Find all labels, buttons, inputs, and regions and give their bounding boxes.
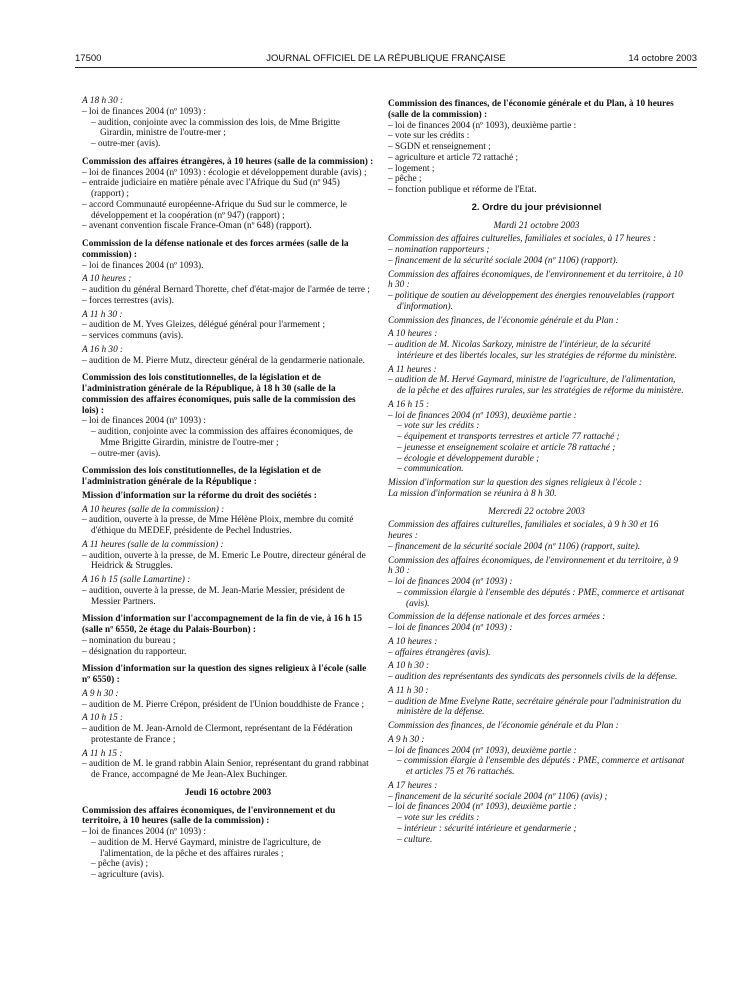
paragraph: A 18 h 30 :	[82, 96, 124, 106]
paragraph: – intérieur : sécurité intérieure et gendarmerie ;	[397, 823, 577, 834]
paragraph: Commission des finances, de l'économie générale et du Plan :	[388, 315, 619, 326]
paragraph: A 10 heures :	[388, 329, 438, 340]
paragraph: A 17 heures :	[388, 780, 438, 791]
paragraph: – loi de finances 2004 (nº 1093) :	[388, 623, 513, 633]
paragraph: – forces terrestres (avis).	[82, 295, 174, 306]
paragraph: – nomination rapporteurs ;	[388, 245, 490, 255]
left-column	[82, 96, 374, 881]
paragraph: – entraide judiciaire en matière pénale avec l'Afrique du Sud (nº 945) (rapport) ;	[82, 178, 340, 199]
paragraph: – loi de finances 2004 (nº 1093), deuxième partie :	[388, 410, 577, 421]
paragraph: Commission des affaires étrangères, à 10 heures (salle de la commission) :	[82, 156, 374, 167]
paragraph: Mission d'information sur la réforme du droit des sociétés :	[82, 490, 317, 501]
paragraph: A 16 h 30 :	[82, 344, 124, 355]
paragraph: Jeudi 16 octobre 2003	[184, 787, 272, 798]
paragraph: – écologie et développement durable ;	[397, 453, 540, 464]
paragraph: A 10 heures :	[82, 274, 132, 285]
paragraph: Mission d'information sur la question des signes religieux à l'école :	[388, 478, 643, 488]
paragraph: Commission des finances, de l'économie générale et du Plan :	[388, 721, 619, 731]
paragraph: A 11 heures (salle de la commission) :	[82, 539, 224, 550]
paragraph: Mission d'information sur la question des signes religieux à l'école (salle nº 6550) :	[82, 664, 367, 685]
paragraph: – audition de M. Hervé Gaymard, ministre de l'agriculture, de l'alimentation, de la pêche et des affaires rurales ;	[91, 837, 321, 859]
paragraph: – loi de finances 2004 (nº 1093) :	[82, 416, 206, 427]
paragraph: – audition de M. Nicolas Sarkozy, ministre de l'intérieur, de la sécurité intérieure et des libertés locales, sur les stratégies de réforme du ministère.	[388, 340, 677, 361]
paragraph: La mission d'information se réunira à 8 h 30.	[388, 488, 557, 499]
paragraph: Commission des lois constitutionnelles, de la législation et de l'administration générale de la République :	[82, 466, 321, 487]
paragraph: 2. Ordre du jour prévisionnel	[471, 201, 602, 213]
paragraph: – financement de la sécurité sociale 2004 (nº 1106) (rapport, suite).	[388, 541, 641, 552]
paragraph: A 10 heures :	[388, 636, 438, 647]
paragraph: A 11 heures :	[388, 364, 437, 375]
paragraph: – communication.	[397, 464, 464, 475]
paragraph: A 10 h 15 :	[82, 713, 124, 724]
paragraph: A 10 h 30 :	[388, 661, 430, 672]
paragraph: – pêche (avis) ;	[91, 859, 149, 870]
paragraph: – vote sur les crédits :	[388, 131, 470, 142]
paragraph: Commission des affaires culturelles, familiales et sociales, à 9 h 30 et 16 heures :	[388, 520, 659, 541]
paragraph: – affaires étrangères (avis).	[388, 647, 491, 658]
paragraph: – loi de finances 2004 (nº 1093), deuxième partie :	[388, 802, 577, 813]
paragraph: – vote sur les crédits :	[397, 813, 480, 823]
paragraph: A 11 h 30 :	[82, 309, 123, 320]
paragraph: Mardi 21 octobre 2003	[493, 220, 580, 231]
paragraph: Commission de la défense nationale et des forces armées :	[388, 612, 606, 623]
paragraph: – audition des représentants des syndicats des personnels civils de la défense.	[388, 672, 678, 682]
paragraph: – audition de Mme Evelyne Ratte, secrétaire générale pour l'administration du ministère de la défense.	[388, 696, 682, 718]
paragraph: – fonction publique et réforme de l'Etat.	[388, 185, 537, 195]
paragraph: – audition de M. Pierre Crépon, président de l'Union bouddhiste de France ;	[82, 699, 365, 710]
paragraph: – loi de finances 2004 (nº 1093) :	[82, 827, 206, 837]
paragraph: Commission de la défense nationale et des forces armées (salle de la commission) :	[82, 239, 349, 260]
paragraph: – loi de finances 2004 (nº 1093) :	[82, 106, 206, 117]
page-number: 17500	[75, 53, 102, 64]
paragraph: – équipement et transports terrestres et article 77 rattaché ;	[397, 432, 620, 442]
paragraph: A 16 h 15 (salle Lamartine) :	[82, 575, 191, 585]
paragraph: – politique de soutien au développement des énergies renouvelables (rapport d'information).	[388, 291, 675, 312]
journal-title: JOURNAL OFFICIEL DE LA RÉPUBLIQUE FRANÇAISE	[266, 53, 506, 64]
paragraph: A 10 heures (salle de la commission) :	[82, 504, 225, 515]
paragraph: – audition de M. Hervé Gaymard, ministre de l'agriculture, de l'alimentation, de la pêche et des affaires rurales, sur les stratégies de réforme du ministère.	[388, 375, 684, 396]
paragraph: – culture.	[397, 834, 433, 845]
paragraph: – audition, conjointe avec la commission des affaires économiques, de Mme Brigitte Girardin, ministre de l'outre-mer ;	[91, 427, 353, 448]
paragraph: A 11 h 15 :	[82, 748, 123, 759]
paragraph: A 9 h 30 :	[82, 688, 119, 699]
paragraph: A 16 h 15 :	[388, 399, 430, 410]
paragraph: – jeunesse et enseignement scolaire et article 78 rattaché ;	[397, 442, 616, 453]
paragraph: – loi de finances 2004 (nº 1093) :	[388, 577, 513, 587]
paragraph: – loi de finances 2004 (nº 1093) : écologie et développement durable (avis) ;	[82, 167, 367, 178]
paragraph: – avenant convention fiscale France-Oman (nº 648) (rapport).	[82, 221, 312, 232]
header-rule	[75, 67, 697, 68]
paragraph: Mercredi 22 octobre 2003	[488, 506, 585, 517]
paragraph: – loi de finances 2004 (nº 1093), deuxième partie :	[388, 745, 577, 756]
right-column	[388, 96, 685, 845]
issue-date: 14 octobre 2003	[628, 53, 697, 64]
paragraph: – outre-mer (avis).	[91, 448, 161, 459]
paragraph: – commission élargie à l'ensemble des députés : PME, commerce et artisanat et articles 75 et 76 rattachés.	[397, 756, 685, 777]
paragraph: Commission des finances, de l'économie générale et du Plan, à 10 heures (salle de la commission) :	[388, 99, 674, 120]
paragraph: – logement ;	[388, 163, 435, 174]
paragraph: – audition du général Bernard Thorette, chef d'état-major de l'armée de terre ;	[82, 285, 370, 295]
paragraph: – désignation du rapporteur.	[82, 646, 187, 657]
paragraph: – nomination du bureau ;	[82, 635, 176, 646]
paragraph: – financement de la sécurité sociale 2004 (nº 1106) (rapport).	[388, 255, 618, 266]
paragraph: Commission des lois constitutionnelles, de la législation et de l'administration générale de la République, à 18 h 30 (salle de la commission des affaires économiques, puis salle de la commission des lois) :	[82, 373, 356, 416]
paragraph: – audition, conjointe avec la commission des lois, de Mme Brigitte Girardin, ministre de l'outre-mer ;	[91, 117, 340, 139]
paragraph: Commission des affaires culturelles, familiales et sociales, à 17 heures :	[388, 234, 657, 245]
paragraph: – commission élargie à l'ensemble des députés : PME, commerce et artisanat (avis).	[397, 587, 685, 609]
paragraph: A 9 h 30 :	[388, 734, 425, 745]
page-header	[75, 53, 697, 67]
paragraph: Commission des affaires économiques, de l'environnement et du territoire, à 9 h 30 :	[388, 555, 679, 577]
paragraph: – audition, ouverte à la presse, de M. Jean-Marie Messier, président de Messier Partners.	[82, 585, 345, 607]
paragraph: – financement de la sécurité sociale 2004 (nº 1106) (avis) ;	[388, 791, 608, 802]
paragraph: – loi de finances 2004 (nº 1093), deuxième partie :	[388, 120, 577, 131]
paragraph: – audition de M. Pierre Mutz, directeur général de la gendarmerie nationale.	[82, 355, 365, 366]
paragraph: – loi de finances 2004 (nº 1093).	[82, 260, 204, 271]
paragraph: Commission des affaires économiques, de l'environnement et du territoire, à 10 h 30 :	[388, 269, 683, 291]
paragraph: Commission des affaires économiques, de l'environnement et du territoire, à 10 heures (salle de la commission) :	[82, 805, 336, 827]
paragraph: – vote sur les crédits :	[397, 421, 480, 432]
paragraph: – services communs (avis).	[82, 331, 184, 341]
paragraph: – pêche ;	[388, 174, 422, 185]
paragraph: – accord Communauté européenne-Afrique du Sud sur le commerce, le développement et la coopération (nº 947) (rapport) ;	[82, 199, 347, 221]
paragraph: Mission d'information sur l'accompagnement de la fin de vie, à 16 h 15 (salle nº 6550, 2e étage du Palais-Bourbon) :	[82, 614, 363, 635]
paragraph: – agriculture (avis).	[91, 870, 165, 880]
paragraph: – audition, ouverte à la presse, de M. Emeric Le Poutre, directeur général de Heidrick & Struggles.	[82, 550, 366, 572]
paragraph: – audition de M. Jean-Arnold de Clermont, représentant de la Fédération protestante de France ;	[82, 724, 353, 745]
paragraph: – audition, ouverte à la presse, de Mme Hélène Ploix, membre du comité d'éthique du MEDEF, présidente de Pechel Industries.	[82, 515, 354, 536]
paragraph: – outre-mer (avis).	[91, 139, 161, 149]
paragraph: – SGDN et renseignement ;	[388, 142, 491, 152]
paragraph: – audition de M. le grand rabbin Alain Senior, représentant du grand rabbinat de France, accompagné de Me Jean-Alex Buchinger.	[82, 759, 369, 780]
paragraph: – audition de M. Yves Gleizes, délégué général pour l'armement ;	[82, 320, 326, 331]
paragraph: A 11 h 30 :	[388, 685, 429, 696]
paragraph: – agriculture et article 72 rattaché ;	[388, 152, 519, 163]
